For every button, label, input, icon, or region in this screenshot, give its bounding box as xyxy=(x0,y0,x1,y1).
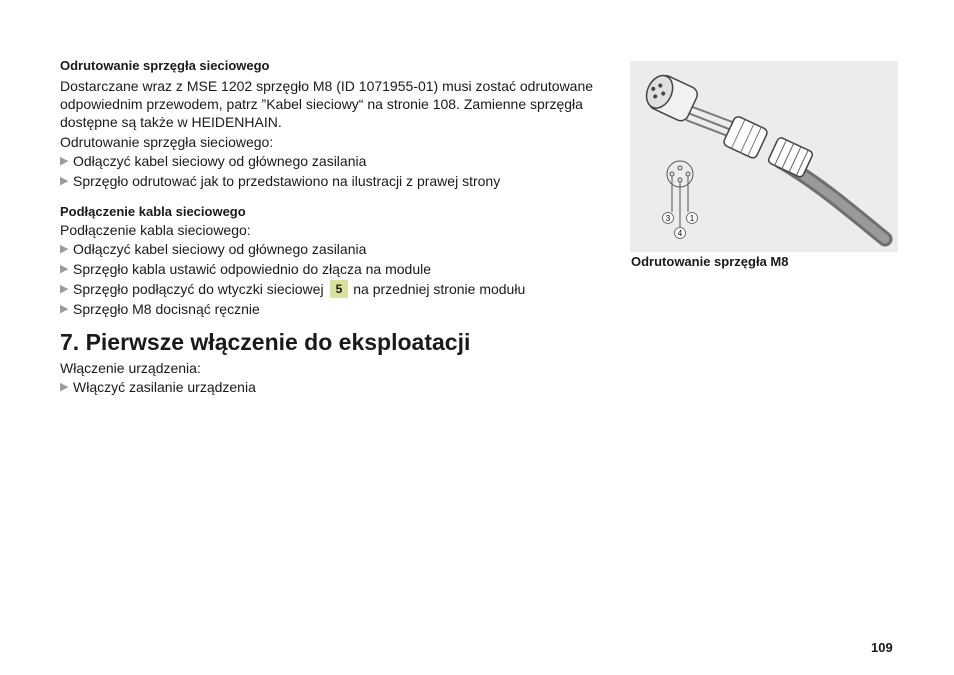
paragraph-line: Dostarczane wraz z MSE 1202 sprzęgło M8 (ID 1071955-01) musi zostać odrutowane xyxy=(60,78,594,94)
bullet-text: Włączyć zasilanie urządzenia xyxy=(73,379,256,395)
triangle-bullet-icon: ▶ xyxy=(60,263,69,275)
figure-caption: Odrutowanie sprzęgła M8 xyxy=(631,254,789,269)
triangle-bullet-icon: ▶ xyxy=(60,155,69,167)
bullet-item xyxy=(60,239,620,259)
chapter-title: 7. Pierwsze włączenie do eksploatacji xyxy=(60,329,471,355)
bullet-item xyxy=(60,171,620,191)
triangle-bullet-icon: ▶ xyxy=(60,283,69,295)
bullet-text: Odłączyć kabel sieciowy od głównego zasilania xyxy=(73,241,367,257)
bullet-item xyxy=(60,299,620,319)
triangle-bullet-icon: ▶ xyxy=(60,381,69,393)
intro-text: Odrutowanie sprzęgła sieciowego: xyxy=(60,134,274,150)
triangle-bullet-icon: ▶ xyxy=(60,175,69,187)
key-badge: 5 xyxy=(330,280,349,298)
intro-text: Włączenie urządzenia: xyxy=(60,360,201,376)
bullet-text: Sprzęgło odrutować jak to przedstawiono na ilustracji z prawej strony xyxy=(73,173,501,189)
connector-figure xyxy=(630,61,898,252)
paragraph-line: dostępne są także w HEIDENHAIN. xyxy=(60,114,282,130)
triangle-bullet-icon: ▶ xyxy=(60,243,69,255)
section-heading-connection: Podłączenie kabla sieciowego xyxy=(60,204,246,219)
page-number: 109 xyxy=(871,640,893,655)
section-heading-wiring: Odrutowanie sprzęgła sieciowego xyxy=(60,58,270,73)
pin-label: 1 xyxy=(689,214,695,223)
m8-connector-illustration xyxy=(630,61,898,252)
intro-text: Podłączenie kabla sieciowego: xyxy=(60,222,251,238)
pin-label: 4 xyxy=(677,229,683,238)
paragraph-line: odpowiednim przewodem, patrz ”Kabel sieciowy“ na stronie 108. Zamienne sprzęgła xyxy=(60,96,583,112)
bullet-text: Sprzęgło kabla ustawić odpowiednio do złącza na module xyxy=(73,261,431,277)
pin-label: 3 xyxy=(665,214,671,223)
bullet-text: Sprzęgło M8 docisnąć ręcznie xyxy=(73,301,260,317)
bullet-item xyxy=(60,377,620,397)
bullet-item xyxy=(60,151,620,171)
triangle-bullet-icon: ▶ xyxy=(60,303,69,315)
left-column xyxy=(60,57,620,397)
bullet-text: na przedniej stronie modułu xyxy=(353,281,526,297)
bullet-item xyxy=(60,259,620,279)
bullet-text: Odłączyć kabel sieciowy od głównego zasilania xyxy=(73,153,367,169)
bullet-text: Sprzęgło podłączyć do wtyczki sieciowej xyxy=(73,281,324,297)
bullet-item xyxy=(60,279,620,299)
